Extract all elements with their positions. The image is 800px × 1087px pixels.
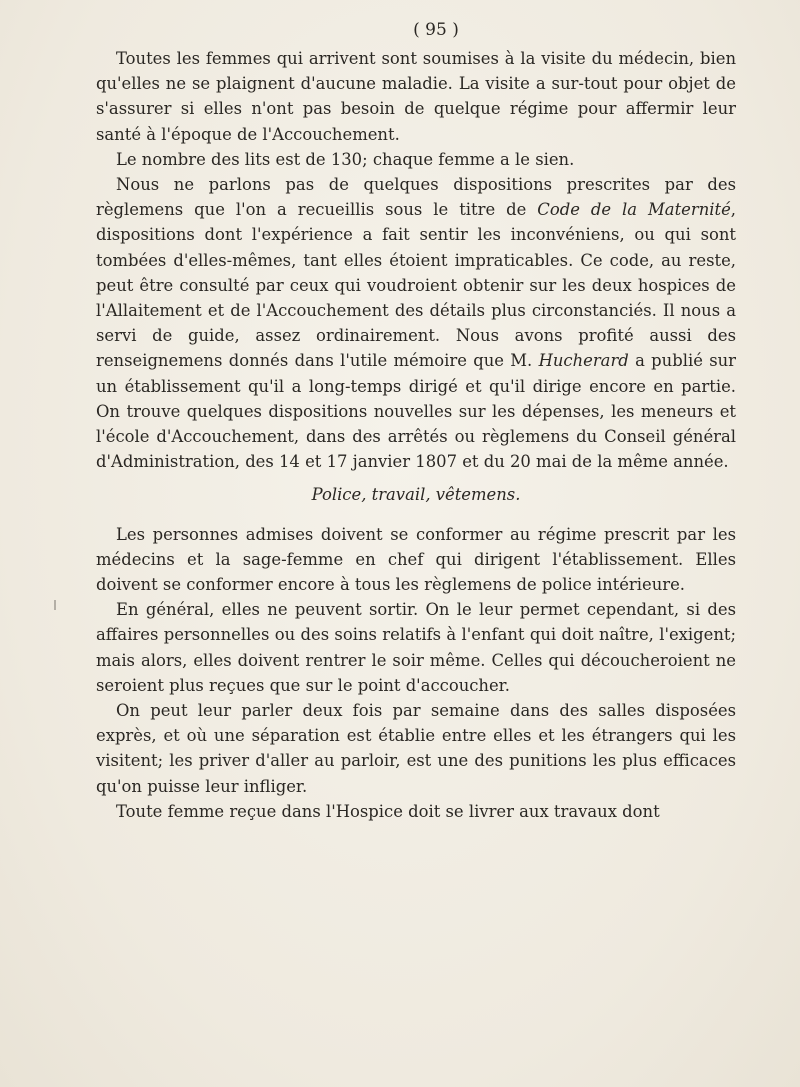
code-title: Code de la Maternité [537,200,731,220]
code-text-end: a publié sur un établissement qu'il a long-temps dirigé et qu'il dirige encore en partie. On trouve quelques dispositions nouvelles sur les dépenses, les meneurs et l'école d'Accouchement, dans des arrêtés ou règlemens du Conseil général d'Administration, des 14 et 17 janvier 1807 et du 20 mai de la même année. [96,351,736,472]
page-number: ( 95 ) [413,20,459,40]
code-text-after: , dispositions dont l'expérience a fait sentir les inconvéniens, ou qui sont tombées d'elles-mêmes, tant elles étoient impraticables. Ce code, au reste, peut être consulté par ceux qui voudroient obtenir sur les deux hospices de l'Allaitement et de l'Accouchement des détails plus circonstanciés. Il nous a servi de guide, assez ordinairement. Nous avons profité aussi des renseignemens donnés dans l'utile mémoire que M. [96,200,736,371]
paragraph-regime: Les personnes admises doivent se conformer au régime prescrit par les médecins et la sage-femme en chef qui dirigent l'établissement. Elles doivent se conformer encore à tous les règlemens de police intérieure. [96,524,736,595]
paragraph-visite: Toutes les femmes qui arrivent sont soumises à la visite du médecin, bien qu'elles ne se plaignent d'aucune maladie. La visite a sur-tout pour objet de s'assurer si elles n'ont pas besoin de quelque régime pour affermir leur santé à l'époque de l'Accouchement. [96,49,736,144]
paragraph-parloir: On peut leur parler deux fois par semaine dans des salles disposées exprès, et où une séparation est établie entre elles et les étrangers qui les visitent; les priver d'aller au parloir, est une des punitions les plus efficaces qu'on puisse leur infliger. [96,701,736,796]
author-name: Hucherard [538,351,629,371]
paragraph-sortir: En général, elles ne peuvent sortir. On le leur permet cependant, si des affaires personnelles ou des soins relatifs à l'enfant qui doit naître, l'exigent; mais alors, elles doivent rentrer le soir même. Celles qui découcheroient ne seroient plus reçues que sur le point d'accoucher. [96,600,736,695]
paragraph-lits: Le nombre des lits est de 130; chaque femme a le sien. [116,149,575,169]
section-heading: Police, travail, vêtemens. [311,485,521,505]
page-text [96,18,736,824]
paragraph-travaux: Toute femme reçue dans l'Hospice doit se livrer aux travaux dont [116,801,660,821]
paragraph-code [96,172,736,474]
code-text-before: Nous ne parlons pas de quelques dispositions prescrites par des règlemens que l'on a recueillis sous le titre de [96,175,736,220]
margin-mark [54,600,56,610]
